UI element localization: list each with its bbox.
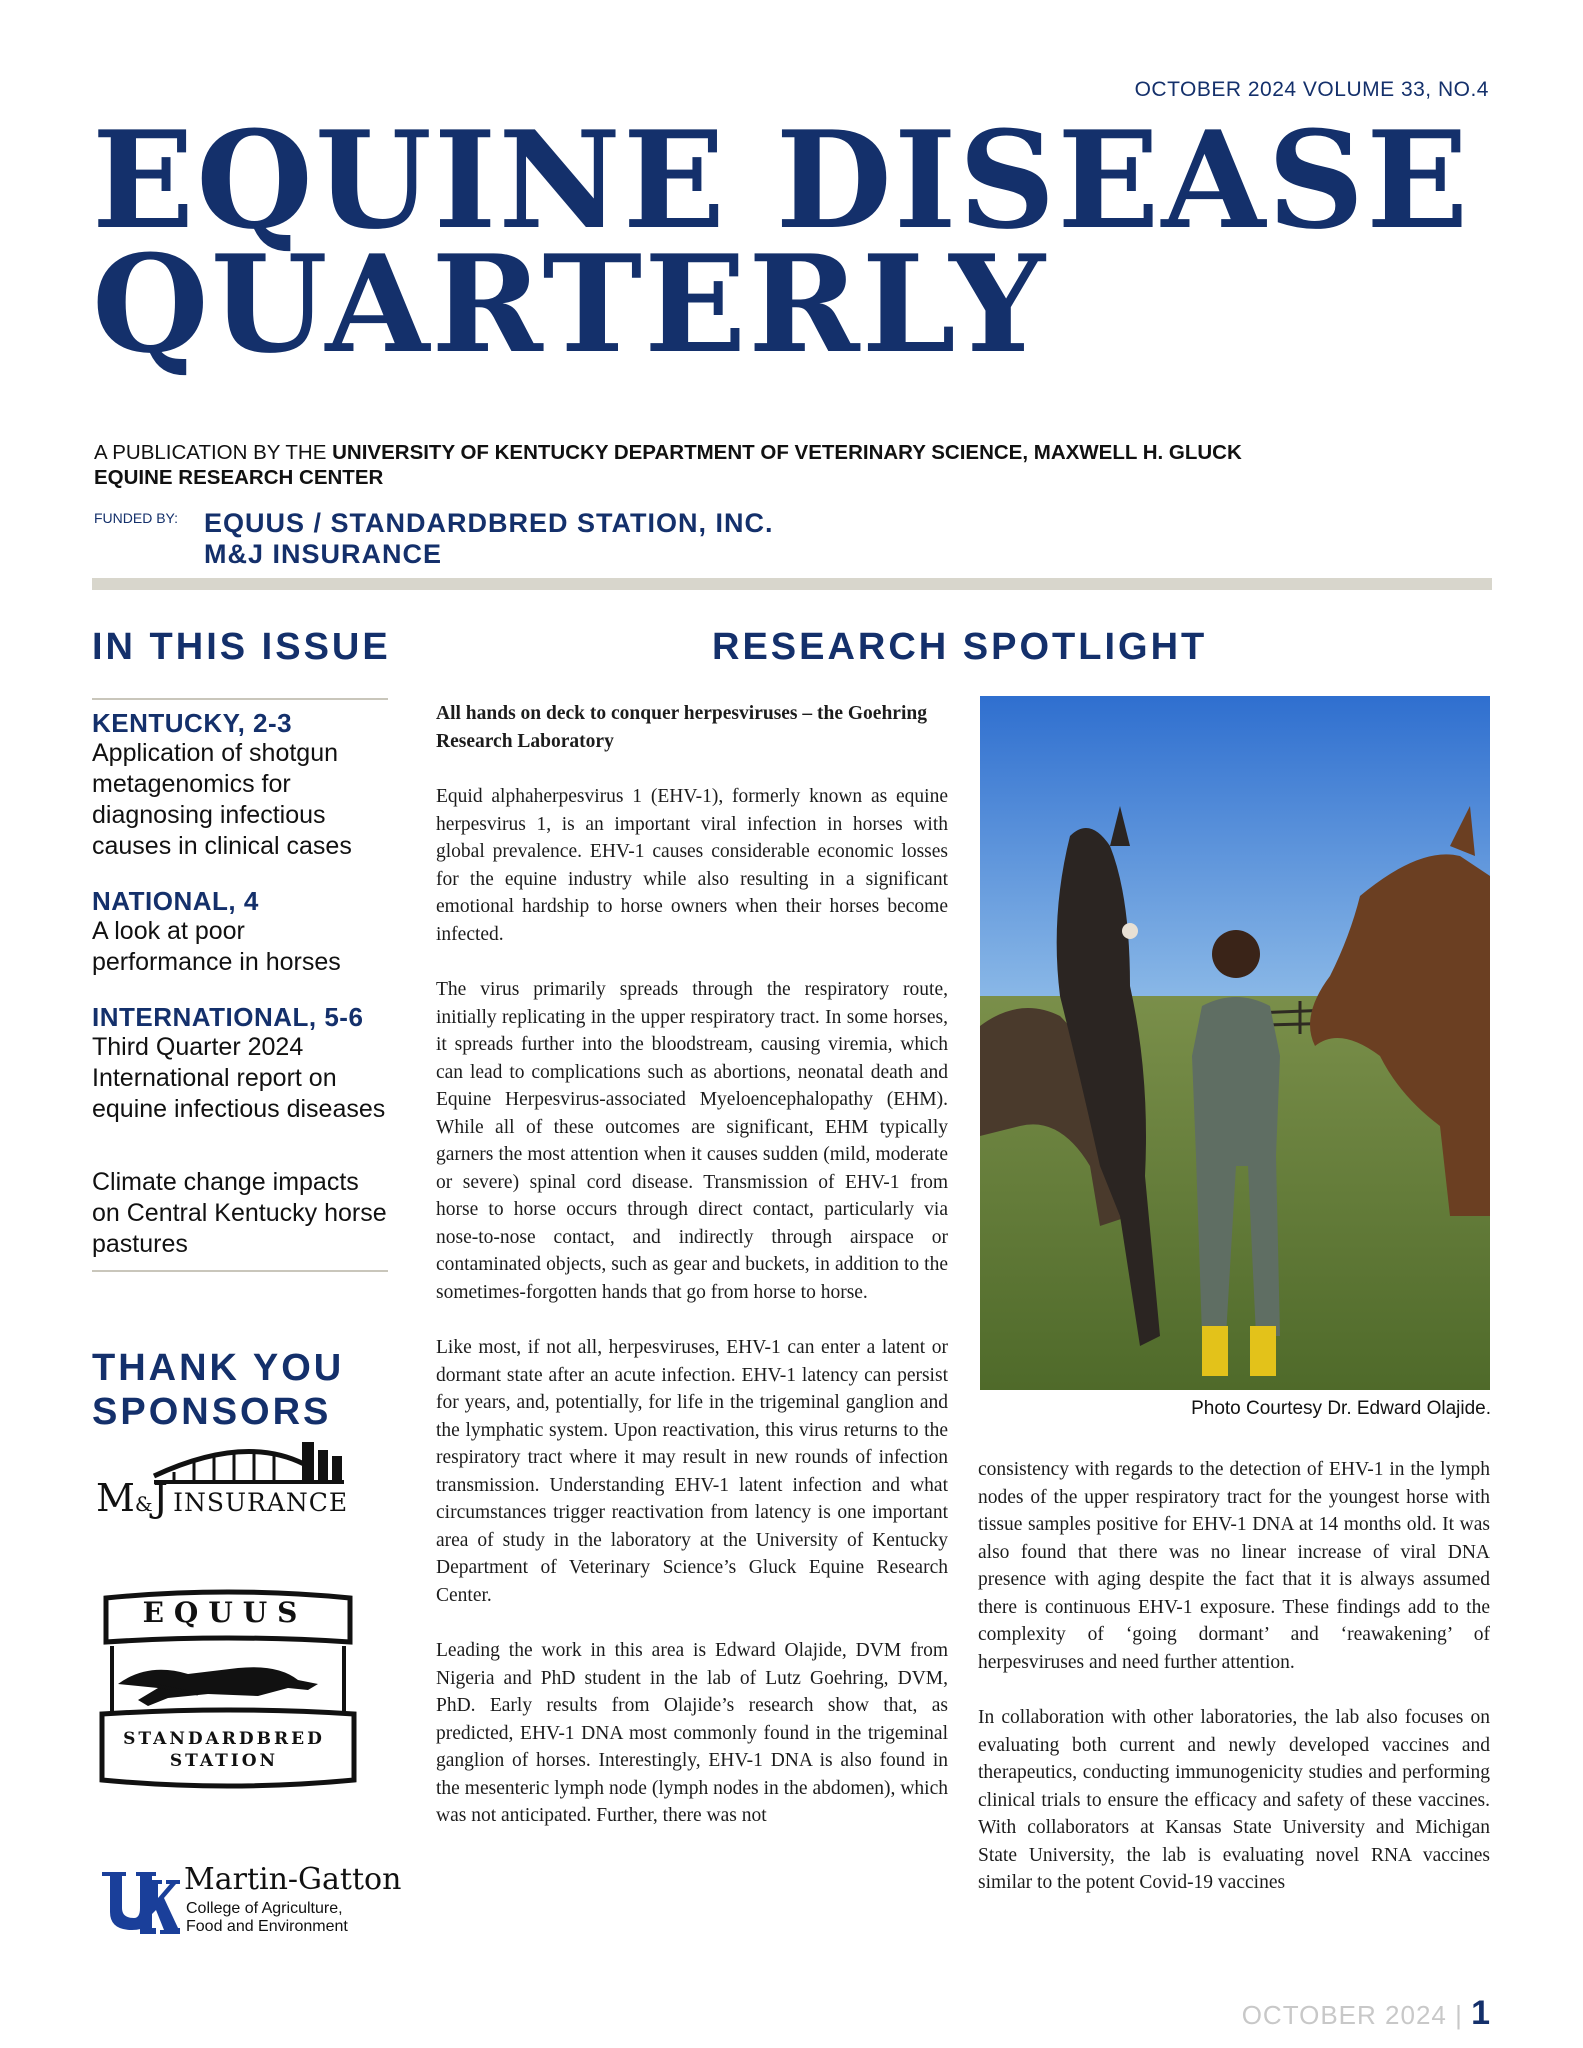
article-paragraph: consistency with regards to the detection of EHV-1 in the lymph nodes of the upper respiratory tract for the youngest horse with tissue samples positive for EHV-1 DNA at 14 months old. It was also found that there was no linear increase of viral DNA presence with aging despite the fact that it is always assumed there is continuous EHV-1 exposure. These findings add to the complexity of ‘going dormant’ and ‘reawakening’ of herpesviruses and need further attention. xyxy=(978,1459,1490,1673)
masthead-line-2: QUARTERLY xyxy=(92,225,1047,383)
funded-by-label: FUNDED BY: xyxy=(94,510,179,526)
toc-description: Climate change impacts on Central Kentucky horse pastures xyxy=(92,1168,387,1258)
toc-item-international[interactable] xyxy=(92,1002,388,1125)
page-number: 1 xyxy=(1471,1994,1491,2032)
article-paragraph: The virus primarily spreads through the respiratory route, initially replicating in the upper respiratory tract. In some horses, it spreads further into the bloodstream, causing viremia, which can lead to complications such as abortions, neonatal death and Equine Herpesvirus-associated Myeloencephalopathy (EHM). While all of these outcomes are significant, EHM typically garners the most attention when it causes sudden (mild, moderate or severe) spinal cord disease. Transmission of EHV-1 from horse to horse occurs through direct contact, particularly via nose-to-nose contact, and indirectly through airspace or contaminated objects, such as gear and buckets, in addition to the sometimes-forgotten hands that go from horse to horse. xyxy=(436,979,948,1303)
footer-separator: | xyxy=(1446,2000,1472,2030)
toc-description: Third Quarter 2024 International report on equine infectious diseases xyxy=(92,1033,386,1123)
article-column-2 xyxy=(978,1456,1490,1925)
uk-logo-icon xyxy=(100,1868,180,1938)
thank-you-sponsors-heading: THANK YOU SPONSORS xyxy=(92,1347,345,1433)
header-divider xyxy=(92,578,1492,590)
article-paragraph: Like most, if not all, herpesviruses, EHV-1 can enter a latent or dormant state after an acute infection. EHV-1 latency can persist for years, and, potentially, for life in the trigeminal ganglion and the lymphatic system. Upon reactivation, this virus returns to the respiratory tract where it may result in new rounds of infection transmission. Understanding EHV-1 latent infection and what circumstances trigger reactivation from latency is one important area of study in the laboratory at the University of Kentucky Department of Veterinary Science’s Gluck Equine Research Center. xyxy=(436,1337,948,1606)
toc-section: INTERNATIONAL, 5-6 xyxy=(92,1002,364,1032)
footer-date: OCTOBER 2024 xyxy=(1241,2000,1447,2030)
article-photo xyxy=(980,696,1490,1390)
uk-logo-name: Martin-Gatton xyxy=(184,1862,402,1897)
equus-logo-title: EQUUS xyxy=(142,1596,308,1629)
masthead-line-1: EQUINE DISEASE xyxy=(92,101,1471,259)
equus-logo-subtitle: STANDARDBRED STATION xyxy=(123,1729,325,1771)
article-column-1 xyxy=(436,700,948,1858)
toc-description: A look at poor performance in horses xyxy=(92,917,341,976)
mj-insurance-logo: M&J INSURANCE xyxy=(96,1476,349,1520)
publication-org: UNIVERSITY OF KENTUCKY DEPARTMENT OF VETERINARY SCIENCE, MAXWELL H. GLUCK EQUINE RESEARCH CENTER xyxy=(94,441,1242,489)
table-of-contents xyxy=(92,698,388,1272)
research-spotlight-heading: RESEARCH SPOTLIGHT xyxy=(712,626,1208,668)
article-paragraph: Leading the work in this area is Edward Olajide, DVM from Nigeria and PhD student in the lab of Lutz Goehring, DVM, PhD. Early results from Olajide’s research show that, as predicted, EHV-1 DNA most commonly found in the trigeminal ganglion of horses. Interestingly, EHV-1 DNA is also found in the mesenteric lymph node (lymph nodes in the abdomen), which was not anticipated. Further, there was not xyxy=(436,1640,948,1826)
toc-description: Application of shotgun metagenomics for diagnosing infectious causes in clinical cases xyxy=(92,739,352,860)
article-paragraph: In collaboration with other laboratories, the lab also focuses on evaluating both current and newly developed vaccines and therapeutics, conducting immunogenicity studies and performing clinical trials to ensure the efficacy and safety of these vaccines. With collaborators at Kansas State University and Michigan State University, the lab is evaluating novel RNA vaccines similar to the potent Covid-19 vaccines xyxy=(978,1707,1490,1893)
toc-item-national[interactable] xyxy=(92,886,388,978)
toc-rule xyxy=(92,698,388,700)
toc-item-climate[interactable] xyxy=(92,1167,388,1260)
photo-credit: Photo Courtesy Dr. Edward Olajide. xyxy=(1191,1398,1491,1419)
toc-section: NATIONAL, 4 xyxy=(92,886,259,916)
article-paragraph: Equid alphaherpesvirus 1 (EHV-1), formerly known as equine herpesvirus 1, is an important viral infection in horses with global prevalence. EHV-1 causes considerable economic losses for the equine industry while also resulting in a significant emotional hardship to horse owners when their horses become infected. xyxy=(436,786,948,945)
in-this-issue-heading: IN THIS ISSUE xyxy=(92,626,391,668)
publication-line xyxy=(94,440,1274,490)
funder-mj: M&J INSURANCE xyxy=(204,539,443,569)
issue-date: OCTOBER 2024 VOLUME 33, NO.4 xyxy=(1134,78,1489,101)
toc-rule xyxy=(92,1270,388,1272)
page-footer xyxy=(1242,1994,1491,2033)
funders-list xyxy=(204,508,774,570)
publication-prefix: A PUBLICATION BY THE xyxy=(94,441,333,464)
toc-item-kentucky[interactable] xyxy=(92,708,388,862)
masthead-title xyxy=(92,101,1471,383)
article-title: All hands on deck to conquer herpesviruses – the Goehring Research Laboratory xyxy=(436,703,927,752)
uk-logo-subtitle: College of Agriculture, Food and Environment xyxy=(186,1900,348,1935)
funder-equus: EQUUS / STANDARDBRED STATION, INC. xyxy=(204,508,774,538)
toc-section: KENTUCKY, 2-3 xyxy=(92,708,293,738)
